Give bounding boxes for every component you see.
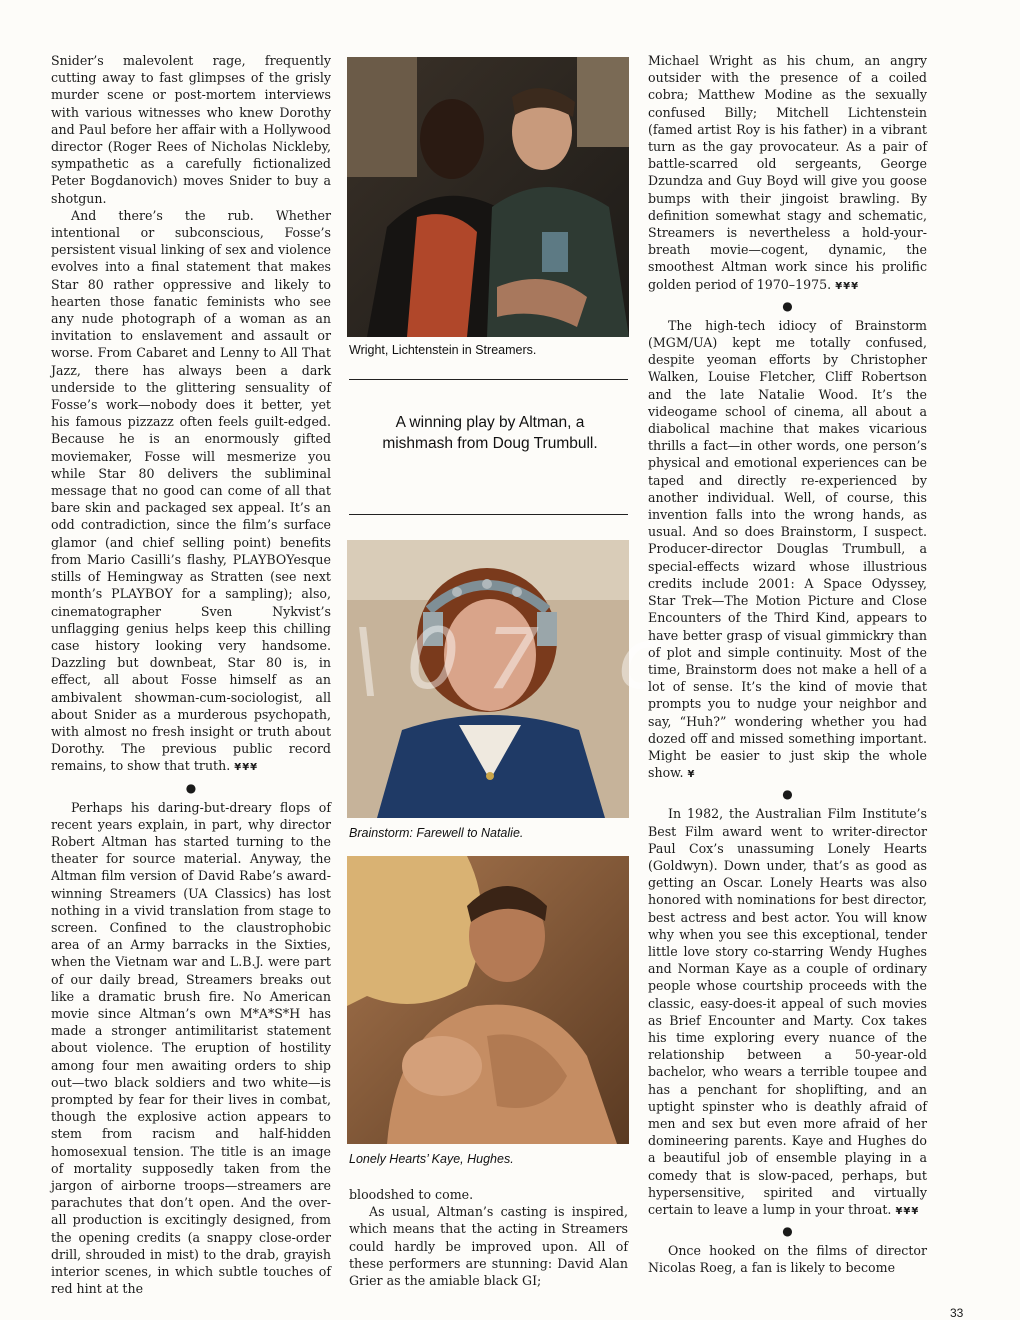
photo-caption: Wright, Lichtenstein in Streamers. [349,343,537,357]
rating-icon: ¥¥¥ [895,1206,920,1217]
photo-caption [349,1152,514,1166]
pull-quote: A winning play by Altman, a mishmash from Doug Trumbull. [382,414,598,452]
paragraph: bloodshed to come. [349,1187,474,1202]
separator-dot: ● [782,298,793,313]
column-2-text [349,1186,628,1289]
separator-dot: ● [782,1224,793,1239]
paragraph: As usual, Altman’s casting is inspired, which means that the acting in Streamers could hardly be improved upon. All of these performers are stunning: David Alan Grier as the amiable black GI; [349,1204,628,1289]
streamers-photo [347,57,629,337]
paragraph: Once hooked on the films of director Nicolas Roeg, a fan is likely to become [648,1243,927,1276]
watermark: \07 c [352,610,691,708]
paragraph-text: And there’s the rub. Whether intentional or subconscious, Fosse’s persistent visual linking of sex and violence evolves into a final statement that makes Star 80 rather oppressive and likely to hearten those fanatic feminists who see any nude photograph of a woman as an invitation to enslavement and assault or worse. From Cabaret and Lenny to All That Jazz, there has always been a dark underside to the glittering sensuality of Fosse’s work—nobody does it better, yet his famous pizzazz often feels guilt-edged. Because he is an enormously gifted moviemaker, Fosse will mesmerize you while Star 80 delivers the subliminal message that no good can come of all that bare skin and packaged sex appeal. It’s an odd contradiction, since the film’s surface glamor (and chief selling point) benefits from Mario Casilli’s flashy, PLAYBOYesque stills of Hemingway as Stratten (see next month’s PLAYBOY for a sampling); also, cinematographer Sven Nykvist’s unflagging genius helps keep this chilling case history looking very handsome. Dazzling but downbeat, Star 80 is, in effect, all about Fosse himself as an ambivalent showman-cum-sociologist, all about Snider as a murderous psychopath, with almost no fresh insight or truth about Dorothy. The previous public record remains, to show that truth. [51,207,331,774]
paragraph-text: Michael Wright as his chum, an angry outsider with the presence of a coiled cobra; Matthew Modine as the sexually confused Billy; Mitchell Lichtenstein (famed artist Roy is his father) in a vibrant turn as the gay provocateur. As a pair of battle-scarred old sergeants, George Dzundza and Guy Boyd will give you goose bumps with their jingoist brawling. By definition somewhat stagy and schematic, Streamers is nevertheless a hold-your-breath movie—cogent, dynamic, the smoothest Altman work since his prolific golden period of 1970–1975. [648,53,927,292]
paragraph-text: In 1982, the Australian Film Institute’s Best Film award went to writer-director Paul Cox’s unassuming Lonely Hearts (Goldwyn). Down under, that’s as good as getting an Oscar. Lonely Hearts was also honored with nominations for best director, best actress and best actor. You will know why when you see this exceptional, tender little love story co-starring Wendy Hughes and Norman Kaye as a couple of ordinary people whose courtship proceeds with the classic, easy-does-it appeal of such movies as Brief Encounter and Marty. Cox takes his time exploring every nuance of the relationship between a 50-year-old bachelor, who wears a terrible toupee and has a penchant for shoplifting, and an uptight spinster who is deathly afraid of men and sex but even more afraid of her domineering parents. Kaye and Hughes do a beautiful job of ensemble playing in a comedy that is slow-paced, perhaps, but hypersensitive, spirited and virtually certain to leave a lump in your throat. [648,806,927,1217]
paragraph [648,52,927,295]
caption-text: Brainstorm: Farewell to Natalie. [349,826,524,840]
photo-caption [349,826,523,840]
rating-icon: ¥ [687,769,696,781]
paragraph [648,805,927,1220]
paragraph [51,207,331,777]
caption-text: Lonely Hearts’ Kaye, Hughes. [349,1152,514,1166]
paragraph: Perhaps his daring-but-dreary flops of recent years explain, in part, why director Robert Altman has started turning to the theater for source material. Anyway, the Altman film version of David Rabe’s award-winning Streamers (UA Classics) has lost nothing in a vivid translation from stage to screen. Confined to the claustrophobic area of an Army barracks in the Sixties, when the Vietnam war and L.B.J. were part of our daily bread, Streamers breaks out like a dramatic brush fire. No American movie since Altman’s own M*A*S*H has made a stronger antimilitarist statement about violence. The eruption of hostility among four men awaiting orders to ship out—two black soldiers and two white—is prompted by fear for their lives in combat, though the explosive action appears to stem from racism and half-hidden homosexual tension. The title is an image of mortality supposedly taken from the jargon of airborne troops—streamers are parachutes that don’t open. And the over-all production is excitingly designed, from the opening credits (a snappy close-order drill, shrouded in mist) to the drab, grayish interior scenes, in which subtle touches of red hint at the [51,799,331,1297]
lonely-hearts-photo [347,856,629,1144]
column-1 [51,52,331,1297]
divider-rule [349,379,628,380]
separator-dot: ● [782,787,793,802]
paragraph-text: The high-tech idiocy of Brainstorm (MGM/UA) kept me totally confused, despite yeoman efforts by Christopher Walken, Louise Fletcher, Cliff Robertson and the late Natalie Wood. It’s the videogame school of cinema, all about a diabolical machine that makes vicarious thrills a fact—in other words, one person’s physical and emotional experiences can be taped and directly re-experienced by another individual. Well, of course, this invention falls into the wrong hands, as usual. And so does Brainstorm, I suspect. Producer-director Douglas Trumbull, a special-effects wizard whose illustrious credits include 2001: A Space Odyssey, Star Trek—The Motion Picture and Close Encounters of the Third Kind, appears to have better grasp of visual gimmickry than of plot and simple continuity. Most of the time, Brainstorm does not make a hell of a lot of sense. It’s the kind of movie that prompts you to nudge your neighbor and say, “Huh?” wondering whether you had dozed off and missed something important. Might be easier to just skip the whole show. [648,317,927,781]
separator-dot: ● [185,780,197,795]
rating-icon: ¥¥¥ [234,762,259,774]
page-number: 33 [950,1306,964,1320]
paragraph [648,317,927,783]
divider-rule [349,514,628,515]
column-3 [648,52,927,1277]
paragraph: Snider’s malevolent rage, frequently cutting away to fast glimpses of the grisly murder scene or post-mortem interviews with various witnesses who knew Dorothy and Paul before her affair with a Hollywood director (Roger Rees of Nicholas Nickleby, sympathetic as a carefully fictionalized Peter Bogdanovich) moves Snider to buy a shotgun. [51,53,331,206]
rating-icon: ¥¥¥ [835,280,860,292]
